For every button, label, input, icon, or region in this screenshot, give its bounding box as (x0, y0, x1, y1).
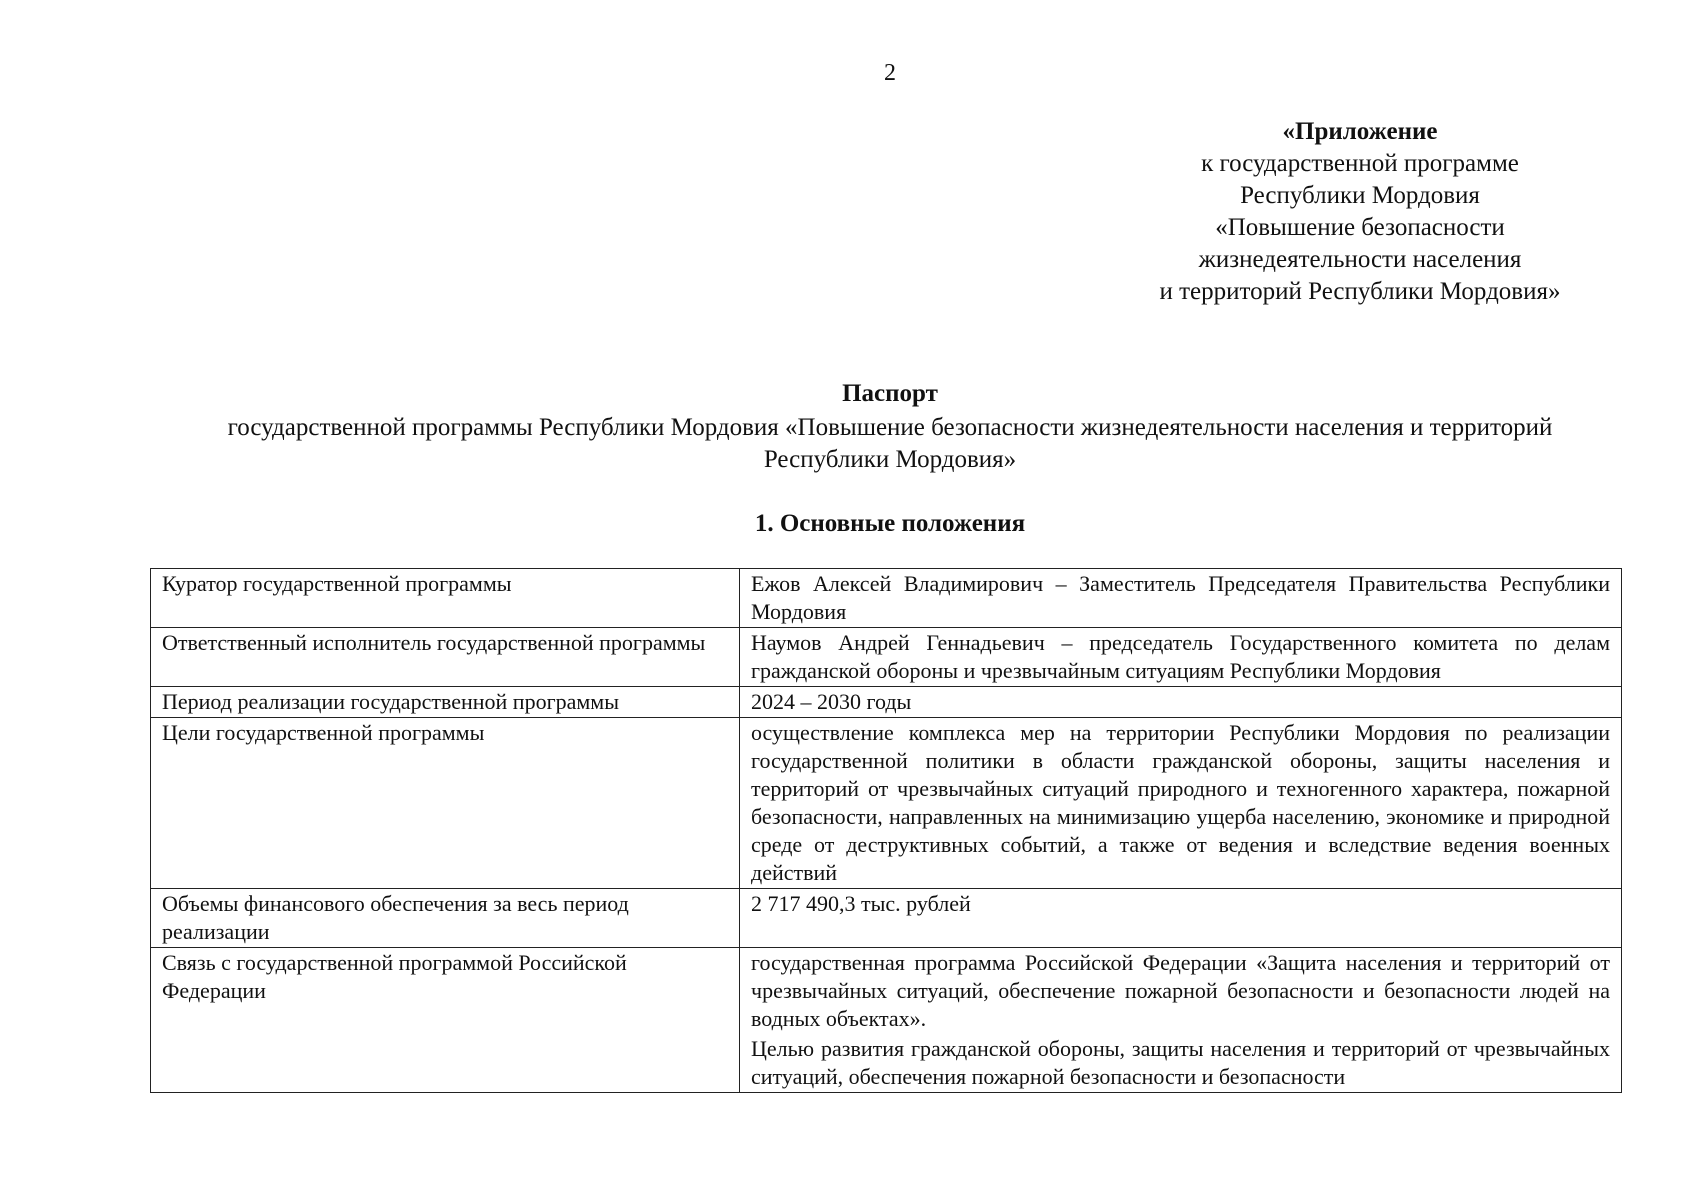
table-row (151, 569, 1622, 628)
table-row (151, 948, 1622, 1093)
row-label-goals: Цели государственной программы (151, 718, 740, 889)
appendix-block (1100, 116, 1620, 308)
row-value-period: 2024 – 2030 годы (740, 687, 1622, 718)
row-value-funding: 2 717 490,3 тыс. рублей (740, 889, 1622, 948)
row-label-funding: Объемы финансового обеспечения за весь период реализации (151, 889, 740, 948)
appendix-line: к государственной программе (1201, 150, 1519, 177)
appendix-heading: «Приложение (1282, 118, 1438, 145)
row-label-curator: Куратор государственной программы (151, 569, 740, 628)
passport-subtitle: государственной программы Республики Мордовия «Повышение безопасности жизнедеятельности населения и территорий Республики Мордовия» (227, 414, 1553, 473)
appendix-line: и территорий Республики Мордовия» (1159, 278, 1561, 305)
table-row (151, 687, 1622, 718)
table-row (151, 889, 1622, 948)
passport-title: Паспорт (842, 380, 938, 407)
passport-table (150, 568, 1622, 1093)
appendix-line: жизнедеятельности населения (1198, 246, 1522, 273)
federal-link-paragraph: государственная программа Российской Федерации «Защита населения и территорий от чрезвычайных ситуаций, обеспечение пожарной безопасности и безопасности людей на водных объектах». (751, 950, 1610, 1031)
table-row (151, 628, 1622, 687)
row-label-executor: Ответственный исполнитель государственной программы (151, 628, 740, 687)
row-value-executor: Наумов Андрей Геннадьевич – председатель Государственного комитета по делам гражданской обороны и чрезвычайным ситуациям Республики Мордовия (740, 628, 1622, 687)
table-row (151, 718, 1622, 889)
row-value-goals: осуществление комплекса мер на территории Республики Мордовия по реализации государственной политики в области гражданской обороны, защиты населения и территорий от чрезвычайных ситуаций природного и техногенного характера, пожарной безопасности, направленных на минимизацию ущерба населению, экономике и природной среде от деструктивных событий, а также от ведения и вследствие ведения военных действий (740, 718, 1622, 889)
page-number: 2 (884, 60, 896, 86)
appendix-line: «Повышение безопасности (1215, 214, 1505, 241)
row-value-curator: Ежов Алексей Владимирович – Заместитель Председателя Правительства Республики Мордовия (740, 569, 1622, 628)
row-value-federal-link (740, 948, 1622, 1093)
row-label-federal-link: Связь с государственной программой Российской Федерации (151, 948, 740, 1093)
federal-link-paragraph-continued: Целью развития гражданской обороны, защиты населения и территорий от чрезвычайных ситуаций, обеспечения пожарной безопасности и безопасности (751, 1036, 1610, 1089)
row-label-period: Период реализации государственной программы (151, 687, 740, 718)
appendix-line: Республики Мордовия (1240, 182, 1480, 209)
section-title: 1. Основные положения (754, 510, 1026, 537)
